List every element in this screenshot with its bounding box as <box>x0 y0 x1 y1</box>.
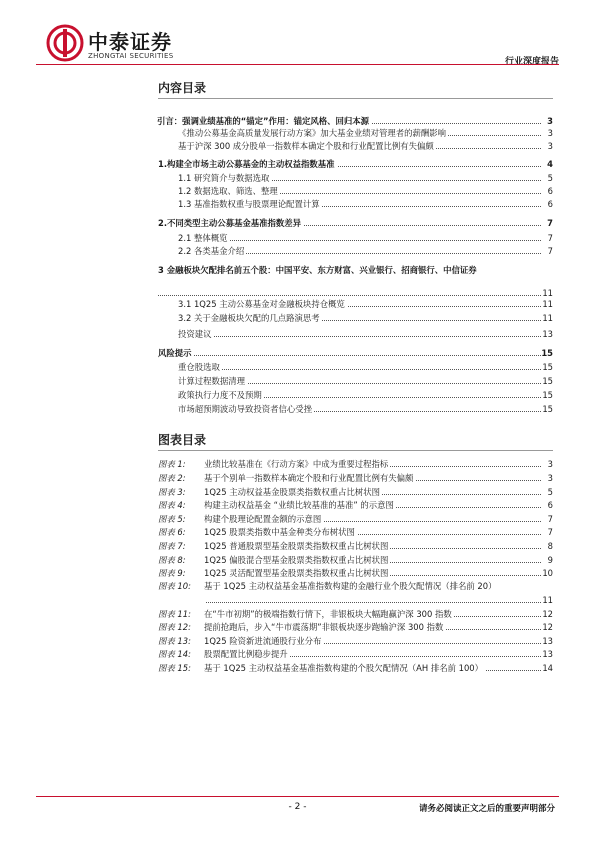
figure-entry-page: 13 <box>542 649 553 659</box>
toc-entry-text: 1.2 数据选取、筛选、整理 <box>178 186 278 196</box>
toc-leader-dots <box>158 355 541 356</box>
figure-entry-page: 10 <box>542 568 553 578</box>
figure-entry-title: 提前抢跑后，步入“牛市震荡期”非银板块逐步跑输沪深 300 指数 <box>204 622 444 632</box>
figure-entry-page: 12 <box>542 622 553 632</box>
figure-entry-label: 图表 11: <box>158 609 191 619</box>
page-number: - 2 - <box>288 802 307 812</box>
toc-entry[interactable] <box>158 348 553 359</box>
figure-entry-page: 6 <box>541 500 553 511</box>
toc-entry[interactable] <box>178 173 553 184</box>
figure-entry[interactable] <box>158 555 553 566</box>
figure-entry-label: 图表 2: <box>158 473 186 483</box>
figure-entry-title: 基于 1Q25 主动权益基金基准指数构建的金融行业个股欠配情况（排名前 20） <box>204 581 497 591</box>
figure-entry-page: 8 <box>541 541 553 552</box>
figure-entry-label: 图表 6: <box>158 527 186 537</box>
figure-entry[interactable] <box>158 649 553 660</box>
figure-entry-text <box>158 663 485 674</box>
figure-leader-dots <box>158 602 541 603</box>
toc-entry-text: 基于沪深 300 成分股单一指数样本确定个股和行业配置比例有失偏颇 <box>178 141 434 151</box>
figure-entry-text <box>158 622 445 633</box>
zhongtai-logo-icon <box>46 24 84 62</box>
figure-entry-text <box>158 541 390 552</box>
toc-leader-dots <box>178 240 541 241</box>
figure-entry-label: 图表 12: <box>158 622 191 632</box>
figure-list-title-divider <box>158 450 553 451</box>
toc-entry-page: 3 <box>541 141 553 152</box>
toc-entry-page: 6 <box>541 186 553 197</box>
figure-entry-label: 图表 4: <box>158 500 186 510</box>
toc-entry[interactable] <box>157 116 553 127</box>
figure-entry[interactable] <box>158 459 553 470</box>
figure-entry-page: 12 <box>542 609 553 619</box>
figure-entry-text <box>158 609 454 620</box>
figure-entry-title: 1Q25 股票类指数中基金种类分布树状图 <box>204 527 355 537</box>
figure-entry-text <box>158 649 290 660</box>
brand-name-cn: 中泰证券 <box>88 30 172 54</box>
toc-entry-text: 《推动公募基金高质量发展行动方案》加大基金业绩对管理者的薪酬影响 <box>178 128 446 138</box>
figure-entry-text <box>158 527 357 538</box>
toc-entry-text: 2.1 整体概览 <box>178 233 228 243</box>
toc-leader-dots <box>158 295 541 296</box>
toc-entry[interactable] <box>158 265 553 276</box>
figure-entry-title: 股票配置比例稳步提升 <box>204 649 288 659</box>
toc-entry-page: 15 <box>542 404 553 414</box>
figure-entry-title: 1Q25 偏股混合型基金股票类指数权重占比树状图 <box>204 555 389 565</box>
toc-entry-page: 11 <box>542 299 553 309</box>
figure-entry[interactable] <box>158 473 553 484</box>
toc-entry-page: 7 <box>541 218 553 229</box>
toc-entry-text: 1.3 基准指数权重与股票理论配置计算 <box>178 199 320 209</box>
figure-entry-page: 9 <box>541 555 553 566</box>
figure-entry-label: 图表 7: <box>158 541 186 551</box>
toc-entry-page: 7 <box>541 233 553 244</box>
toc-entry-text: 1.构建全市场主动公募基金的主动权益指数基准 <box>158 159 335 169</box>
figure-entry-text <box>158 581 498 592</box>
toc-entry-page: 15 <box>541 348 553 358</box>
toc-entry[interactable] <box>178 390 553 401</box>
toc-entry[interactable] <box>178 233 553 244</box>
figure-entry-text <box>158 595 206 606</box>
toc-entry-text: 3 金融板块欠配排名前五个股：中国平安、东方财富、兴业银行、招商银行、中信证券 <box>158 265 477 275</box>
figure-entry-text <box>158 487 382 498</box>
toc-entry-text: 3.1 1Q25 主动公募基金对金融板块持仓概览 <box>178 299 345 309</box>
toc-entry[interactable] <box>178 362 553 373</box>
toc-entry[interactable] <box>158 159 553 170</box>
figure-entry-label: 图表 15: <box>158 663 191 673</box>
figure-entry[interactable] <box>158 487 553 498</box>
figure-entry-page: 5 <box>541 487 553 498</box>
figure-entry-page: 13 <box>542 636 553 646</box>
toc-entry-page: 7 <box>541 246 553 257</box>
figure-entry-text <box>158 473 415 484</box>
toc-entry[interactable] <box>178 186 553 197</box>
toc-entry-page: 15 <box>542 376 553 386</box>
toc-entry[interactable] <box>178 376 553 387</box>
toc-entry-text: 1.1 研究简介与数据选取 <box>178 173 270 183</box>
figure-list-title: 图表目录 <box>158 433 207 447</box>
figure-entry[interactable] <box>158 622 553 633</box>
toc-entry[interactable] <box>178 246 553 257</box>
figure-entry-label: 图表 13: <box>158 636 191 646</box>
figure-entry-page: 7 <box>541 514 553 525</box>
figure-entry[interactable] <box>158 609 553 620</box>
toc-entry-text: 引言：强调业绩基准的“锚定”作用：锚定风格、回归本源 <box>157 116 370 126</box>
toc-leader-dots <box>178 336 541 337</box>
toc-entry-text: 投资建议 <box>178 329 212 339</box>
figure-entry-title: 基于 1Q25 主动权益基金基准指数构建的个股欠配情况（AH 排名前 100） <box>204 663 483 673</box>
footer-divider <box>36 796 559 797</box>
figure-entry[interactable] <box>158 663 553 674</box>
figure-entry[interactable] <box>158 568 553 579</box>
toc-entry-page: 5 <box>541 173 553 184</box>
figure-entry-page: 3 <box>541 473 553 484</box>
report-type-label: 行业深度报告 <box>504 57 559 67</box>
page-header <box>36 14 559 67</box>
figure-entry-text <box>158 636 323 647</box>
toc-entry[interactable] <box>178 404 553 415</box>
figure-entry-label: 图表 5: <box>158 514 186 524</box>
figure-entry-page: 14 <box>542 663 553 673</box>
toc-title-divider <box>158 98 553 99</box>
footer-disclaimer: 请务必阅读正文之后的重要声明部分 <box>418 804 555 814</box>
toc-entry-page: 3 <box>541 128 553 139</box>
figure-entry-label: 图表 8: <box>158 555 186 565</box>
toc-entry[interactable] <box>158 288 553 299</box>
toc-entry[interactable] <box>178 141 553 152</box>
figure-entry-title: 1Q25 灵活配置型基金股票类指数权重占比树状图 <box>204 568 389 578</box>
figure-entry-page: 3 <box>541 459 553 470</box>
header-divider <box>36 64 559 65</box>
figure-entry-title: 构建个股理论配置金额的示意图 <box>204 514 322 524</box>
figure-entry-text <box>158 459 390 470</box>
toc-entry-page: 15 <box>542 390 553 400</box>
figure-entry[interactable] <box>158 636 553 647</box>
figure-entry[interactable] <box>158 527 553 538</box>
figure-entry-label: 图表 10: <box>158 581 191 591</box>
toc-entry-text: 2.2 各类基金介绍 <box>178 246 245 256</box>
toc-entry-text: 2.不同类型主动公募基金基准指数差异 <box>158 218 302 228</box>
figure-entry[interactable] <box>158 541 553 552</box>
toc-entry-page: 4 <box>541 159 553 170</box>
figure-entry[interactable] <box>158 514 553 525</box>
brand-name-en: ZHONGTAI SECURITIES <box>88 52 174 60</box>
toc-title: 内容目录 <box>158 81 207 95</box>
toc-entry-page: 15 <box>542 362 553 372</box>
toc-entry[interactable] <box>178 329 553 340</box>
figure-entry-text <box>158 555 390 566</box>
figure-entry-page: 7 <box>541 527 553 538</box>
toc-entry[interactable] <box>178 299 553 310</box>
toc-entry-page: 6 <box>541 199 553 210</box>
figure-entry-title: 业绩比较基准在《行动方案》中成为重要过程指标 <box>204 459 389 469</box>
figure-entry-text <box>158 514 323 525</box>
toc-leader-dots <box>178 369 541 370</box>
figure-entry-page: 11 <box>542 595 553 605</box>
figure-entry-title: 1Q25 普通股票型基金股票类指数权重占比树状图 <box>204 541 389 551</box>
toc-entry-text: 重仓股选取 <box>178 362 220 372</box>
figure-entry-title: 构建主动权益基金 “业绩比较基准的基准” 的示意图 <box>204 500 394 510</box>
figure-entry-text <box>158 568 390 579</box>
toc-entry-text: 3.2 关于金融板块欠配的几点路演思考 <box>178 313 320 323</box>
toc-entry-text: 市场超预期波动导致投资者信心受挫 <box>178 404 312 414</box>
figure-entry-label: 图表 14: <box>158 649 191 659</box>
toc-entry[interactable] <box>158 218 553 229</box>
toc-entry-text: 计算过程数据清理 <box>178 376 245 386</box>
toc-entry[interactable] <box>178 313 553 324</box>
figure-entry-title: 1Q25 主动权益基金股票类指数权重占比树状图 <box>204 487 380 497</box>
toc-entry-page: 3 <box>541 116 553 127</box>
figure-entry-title: 基于个别单一指数样本确定个股和行业配置比例有失偏颇 <box>204 473 414 483</box>
toc-entry-page: 13 <box>542 329 553 339</box>
figure-entry-title: 在“牛市初期”的极端指数行情下，非银板块大幅跑赢沪深 300 指数 <box>204 609 452 619</box>
toc-entry-text: 政策执行力度不及预期 <box>178 390 262 400</box>
toc-entry[interactable] <box>178 199 553 210</box>
figure-entry[interactable] <box>158 500 553 511</box>
toc-entry-text: 风险提示 <box>158 348 192 358</box>
figure-entry-label: 图表 9: <box>158 568 186 578</box>
figure-entry-label: 图表 1: <box>158 459 186 469</box>
figure-entry-text <box>158 500 396 511</box>
figure-entry[interactable] <box>158 595 553 606</box>
toc-entry[interactable] <box>178 128 553 139</box>
figure-entry-label: 图表 3: <box>158 487 186 497</box>
toc-entry-page: 11 <box>542 288 553 298</box>
figure-entry-title: 1Q25 险资新进流通股行业分布 <box>204 636 322 646</box>
toc-entry-page: 11 <box>542 313 553 323</box>
figure-entry[interactable] <box>158 581 553 592</box>
